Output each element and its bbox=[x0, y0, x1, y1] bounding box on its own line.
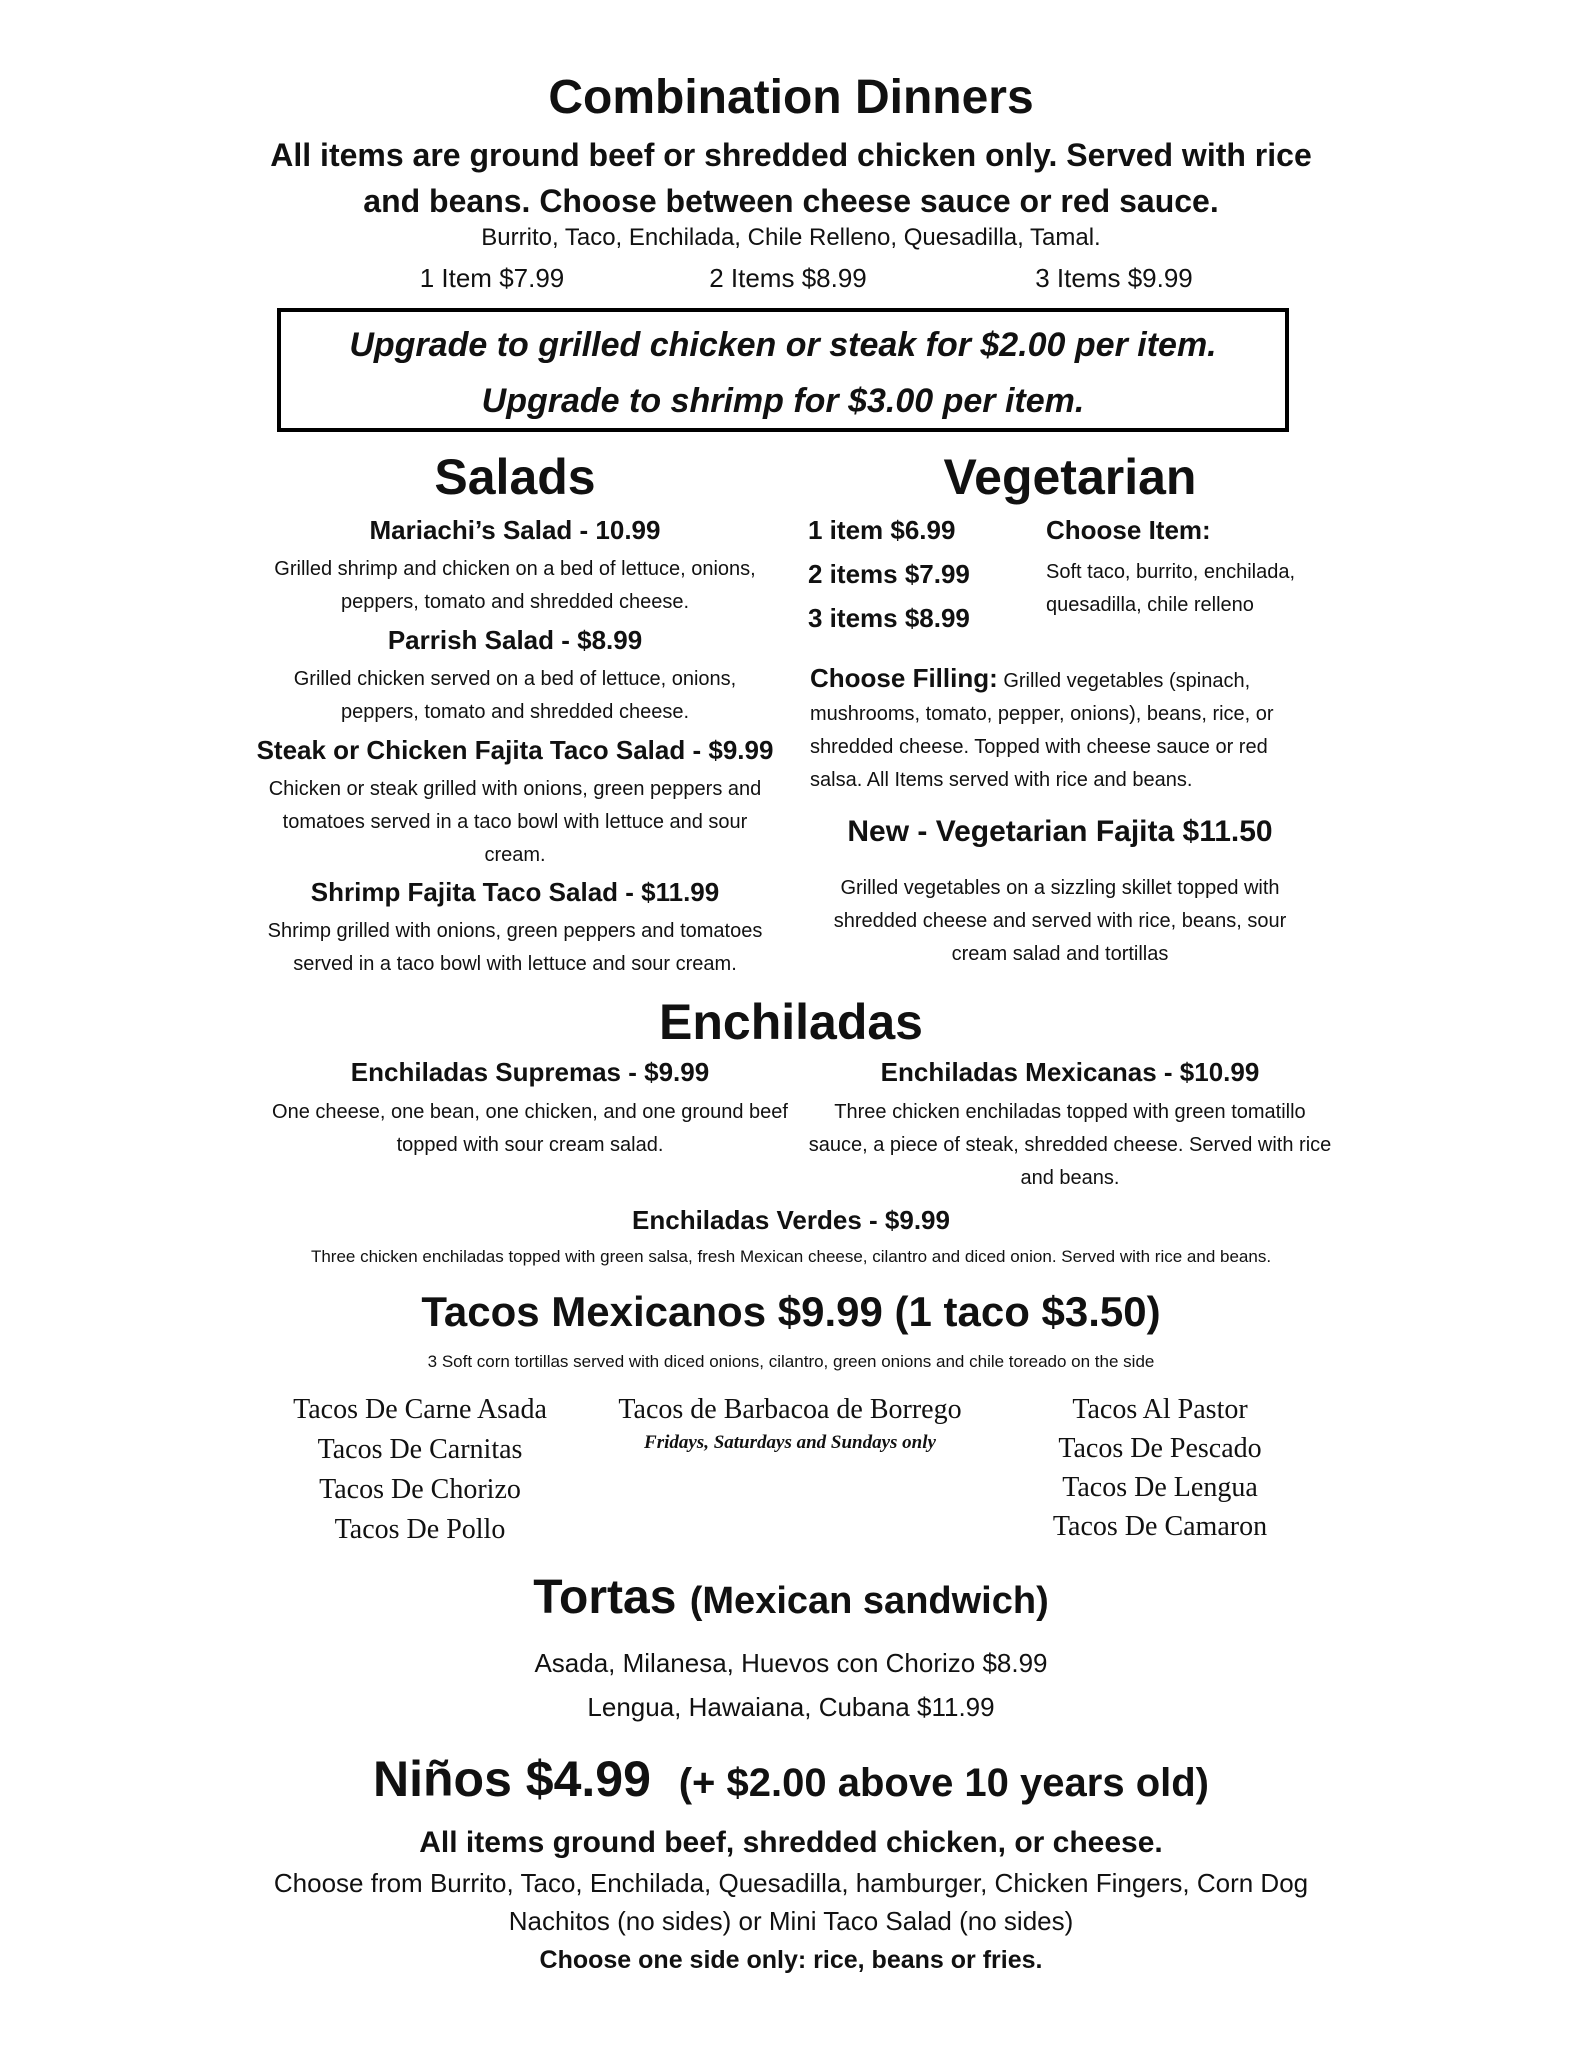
tortas-line: Lengua, Hawaiana, Cubana $11.99 bbox=[587, 1692, 995, 1722]
enchiladas-supremas-description bbox=[240, 1096, 820, 1162]
tortas-subtitle: (Mexican sandwich) bbox=[689, 1580, 1049, 1622]
taco-item: Tacos De Chorizo bbox=[319, 1474, 521, 1505]
salad-description bbox=[245, 553, 785, 619]
enchiladas-description-line: One cheese, one bean, one chicken, and one ground beef bbox=[272, 1101, 788, 1123]
vegetarian-fajita-line: cream salad and tortillas bbox=[951, 943, 1169, 965]
salad-description bbox=[245, 663, 785, 729]
taco-item: Tacos De Camaron bbox=[1052, 1511, 1268, 1542]
ninos-subtitle: (+ $2.00 above 10 years old) bbox=[678, 1761, 1209, 1805]
combination-subtitle-line: All items are ground beef or shredded chicken only. Served with rice bbox=[270, 137, 1312, 173]
vegetarian-choose-filling-line: shredded cheese. Topped with cheese sauce or red bbox=[810, 736, 1268, 758]
upgrade-line: Upgrade to shrimp for $3.00 per item. bbox=[481, 382, 1085, 420]
vegetarian-choose-filling-label: Choose Filling: bbox=[810, 663, 998, 693]
salad-description-line: cream. bbox=[484, 844, 546, 866]
taco-item: Tacos De Pescado bbox=[1058, 1433, 1262, 1464]
salad-name: Mariachi’s Salad - 10.99 bbox=[369, 515, 661, 545]
vegetarian-fajita-line: shredded cheese and served with rice, beans, sour bbox=[833, 910, 1287, 932]
enchiladas-description-line: Three chicken enchiladas topped with green tomatillo bbox=[834, 1101, 1306, 1123]
vegetarian-choose-filling-line: mushrooms, tomato, pepper, onions), beans, rice, or bbox=[810, 703, 1274, 725]
salad-description bbox=[245, 773, 785, 872]
vegetarian-choose-filling-text: Grilled vegetables (spinach, bbox=[997, 670, 1251, 692]
tortas-line: Asada, Milanesa, Huevos con Chorizo $8.99 bbox=[534, 1648, 1048, 1678]
enchiladas-description-line: sauce, a piece of steak, shredded cheese. Served with rice bbox=[808, 1134, 1332, 1156]
tacos-description: 3 Soft corn tortillas served with diced onions, cilantro, green onions and chile toreado on the side bbox=[427, 1352, 1155, 1371]
vegetarian-fajita-description bbox=[820, 872, 1300, 971]
salad-description-line: Grilled shrimp and chicken on a bed of lettuce, onions, bbox=[274, 558, 756, 580]
enchiladas-verdes-name: Enchiladas Verdes - $9.99 bbox=[632, 1205, 950, 1235]
ninos-line: Nachitos (no sides) or Mini Taco Salad (no sides) bbox=[508, 1906, 1074, 1936]
enchiladas-description-line: topped with sour cream salad. bbox=[396, 1134, 664, 1156]
vegetarian-choose-item-label: Choose Item: bbox=[1046, 515, 1211, 545]
enchiladas-verdes-description: Three chicken enchiladas topped with green salsa, fresh Mexican cheese, cilantro and diced onion. Served with rice and beans. bbox=[310, 1247, 1272, 1266]
enchiladas-title: Enchiladas bbox=[659, 994, 923, 1050]
vegetarian-price: 3 items $8.99 bbox=[808, 603, 970, 633]
vegetarian-price: 1 item $6.99 bbox=[808, 515, 956, 545]
vegetarian-choose-filling-line: salsa. All Items served with rice and beans. bbox=[810, 769, 1193, 791]
salad-name: Steak or Chicken Fajita Taco Salad - $9.99 bbox=[256, 735, 774, 765]
taco-note: Fridays, Saturdays and Sundays only bbox=[644, 1432, 936, 1453]
combination-subtitle bbox=[260, 132, 1322, 224]
salad-name: Parrish Salad - $8.99 bbox=[387, 625, 643, 655]
tortas-title-text: Tortas bbox=[533, 1571, 677, 1624]
salad-description-line: Grilled chicken served on a bed of lettuce, onions, bbox=[293, 668, 737, 690]
salads-title: Salads bbox=[434, 449, 596, 505]
vegetarian-choose-item-line: Soft taco, burrito, enchilada, bbox=[1046, 561, 1296, 583]
combination-items: Burrito, Taco, Enchilada, Chile Relleno, Quesadilla, Tamal. bbox=[481, 224, 1101, 251]
combination-price-1: 1 Item $7.99 bbox=[419, 263, 565, 293]
vegetarian-choose-filling bbox=[810, 662, 1280, 797]
taco-item: Tacos De Pollo bbox=[334, 1514, 506, 1545]
upgrade-box bbox=[277, 308, 1289, 432]
taco-item: Tacos de Barbacoa de Borrego bbox=[618, 1394, 962, 1425]
tacos-column-2 bbox=[590, 1390, 990, 1456]
taco-item: Tacos De Carne Asada bbox=[293, 1394, 547, 1425]
taco-item: Tacos De Carnitas bbox=[317, 1434, 523, 1465]
salad-description-line: served in a taco bowl with lettuce and sour cream. bbox=[293, 953, 737, 975]
tortas-title bbox=[0, 1570, 1582, 1625]
vegetarian-choose-item-desc bbox=[1046, 556, 1346, 622]
salad-description-line: peppers, tomato and shredded cheese. bbox=[340, 701, 690, 723]
enchiladas-mexicanas-name: Enchiladas Mexicanas - $10.99 bbox=[880, 1057, 1260, 1087]
tacos-column-1 bbox=[260, 1390, 580, 1550]
taco-item: Tacos De Lengua bbox=[1062, 1472, 1258, 1503]
ninos-title bbox=[0, 1750, 1582, 1808]
salad-description bbox=[245, 915, 785, 981]
salad-description-line: Shrimp grilled with onions, green peppers and tomatoes bbox=[267, 920, 763, 942]
enchiladas-supremas-name: Enchiladas Supremas - $9.99 bbox=[350, 1057, 710, 1087]
ninos-line-bold: All items ground beef, shredded chicken, or cheese. bbox=[419, 1826, 1163, 1859]
combination-price-2: 2 Items $8.99 bbox=[709, 263, 867, 293]
ninos-title-text: Niños $4.99 bbox=[373, 1751, 651, 1807]
tacos-column-3 bbox=[1000, 1390, 1320, 1546]
vegetarian-price: 2 items $7.99 bbox=[808, 559, 970, 589]
salad-description-line: tomatoes served in a taco bowl with lettuce and sour bbox=[282, 811, 748, 833]
vegetarian-title: Vegetarian bbox=[943, 449, 1197, 505]
taco-item: Tacos Al Pastor bbox=[1072, 1394, 1248, 1425]
salad-description-line: peppers, tomato and shredded cheese. bbox=[340, 591, 690, 613]
tacos-title: Tacos Mexicanos $9.99 (1 taco $3.50) bbox=[421, 1288, 1161, 1335]
combination-title: Combination Dinners bbox=[548, 71, 1034, 124]
enchiladas-mexicanas-description bbox=[790, 1096, 1350, 1195]
vegetarian-fajita-name: New - Vegetarian Fajita $11.50 bbox=[847, 815, 1273, 848]
combination-price-3: 3 Items $9.99 bbox=[1035, 263, 1193, 293]
enchiladas-description-line: and beans. bbox=[1020, 1167, 1120, 1189]
ninos-side: Choose one side only: rice, beans or fries. bbox=[539, 1946, 1043, 1974]
salad-description-line: Chicken or steak grilled with onions, green peppers and bbox=[268, 778, 762, 800]
vegetarian-choose-item-line: quesadilla, chile relleno bbox=[1046, 594, 1254, 616]
salad-name: Shrimp Fajita Taco Salad - $11.99 bbox=[310, 877, 720, 907]
upgrade-line: Upgrade to grilled chicken or steak for $2.00 per item. bbox=[349, 326, 1217, 364]
vegetarian-fajita-line: Grilled vegetables on a sizzling skillet topped with bbox=[840, 877, 1280, 899]
combination-subtitle-line: and beans. Choose between cheese sauce or red sauce. bbox=[363, 183, 1219, 219]
ninos-line: Choose from Burrito, Taco, Enchilada, Quesadilla, hamburger, Chicken Fingers, Corn Dog bbox=[273, 1868, 1309, 1898]
